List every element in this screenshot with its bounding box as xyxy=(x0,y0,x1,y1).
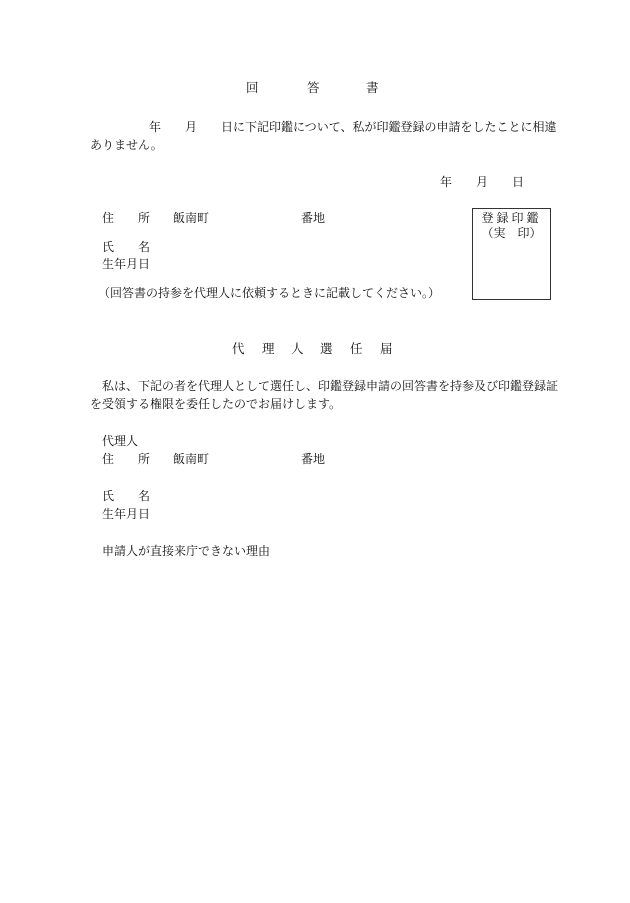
proxy-title-char-5: 任 xyxy=(350,341,363,356)
proxy-title-char-2: 理 xyxy=(262,341,275,356)
proxy-reason-label: 申請人が直接来庁できない理由 xyxy=(102,544,271,558)
proxy-title-char-1: 代 xyxy=(232,341,245,356)
proxy-name-label-2: 名 xyxy=(138,489,151,503)
sign-date-day: 日 xyxy=(512,175,525,189)
proxy-statement-line1: 私は、下記の者を代理人として選任し、印鑑登録申請の回答書を持参及び印鑑登録証 xyxy=(102,379,559,393)
sign-date-month: 月 xyxy=(476,175,489,189)
reply-statement-line2: ありません。 xyxy=(90,138,163,152)
reply-address-label-1: 住 xyxy=(102,211,115,225)
sign-date-year: 年 xyxy=(440,175,453,189)
reply-date-month: 月 xyxy=(185,120,198,134)
seal-box-sublabel xyxy=(473,226,550,241)
seal-box-sublabel-a: （実 xyxy=(481,226,506,240)
reply-birthdate-label: 生年月日 xyxy=(102,257,151,271)
seal-box-label: 登録印鑑 xyxy=(481,211,542,225)
proxy-title-char-6: 届 xyxy=(380,341,393,356)
reply-town: 飯南町 xyxy=(173,211,210,225)
registered-seal-box xyxy=(472,208,551,300)
proxy-banchi: 番地 xyxy=(301,452,326,466)
proxy-name-label-1: 氏 xyxy=(102,489,115,503)
proxy-address-label-2: 所 xyxy=(138,452,151,466)
reply-name-label-2: 名 xyxy=(138,240,151,254)
reply-title-char-3: 書 xyxy=(366,80,379,95)
reply-date-year: 年 xyxy=(149,120,162,134)
reply-note: （回答書の持参を代理人に依頼するときに記載してください。） xyxy=(98,286,441,300)
seal-box-sublabel-b: 印） xyxy=(517,226,542,240)
proxy-address-label-1: 住 xyxy=(102,452,115,466)
proxy-town: 飯南町 xyxy=(173,452,210,466)
reply-banchi: 番地 xyxy=(301,211,326,225)
proxy-title-char-4: 選 xyxy=(320,341,333,356)
reply-name-label-1: 氏 xyxy=(102,240,115,254)
proxy-title-char-3: 人 xyxy=(291,341,304,356)
reply-title-char-2: 答 xyxy=(307,80,320,95)
reply-title-char-1: 回 xyxy=(246,80,259,95)
reply-address-label-2: 所 xyxy=(138,211,151,225)
proxy-birthdate-label: 生年月日 xyxy=(102,507,151,521)
reply-statement-line1: 日に下記印鑑について、私が印鑑登録の申請をしたことに相違 xyxy=(221,120,557,134)
proxy-label: 代理人 xyxy=(102,434,139,448)
proxy-statement-line2: を受領する権限を委任したのでお届けします。 xyxy=(90,397,342,411)
